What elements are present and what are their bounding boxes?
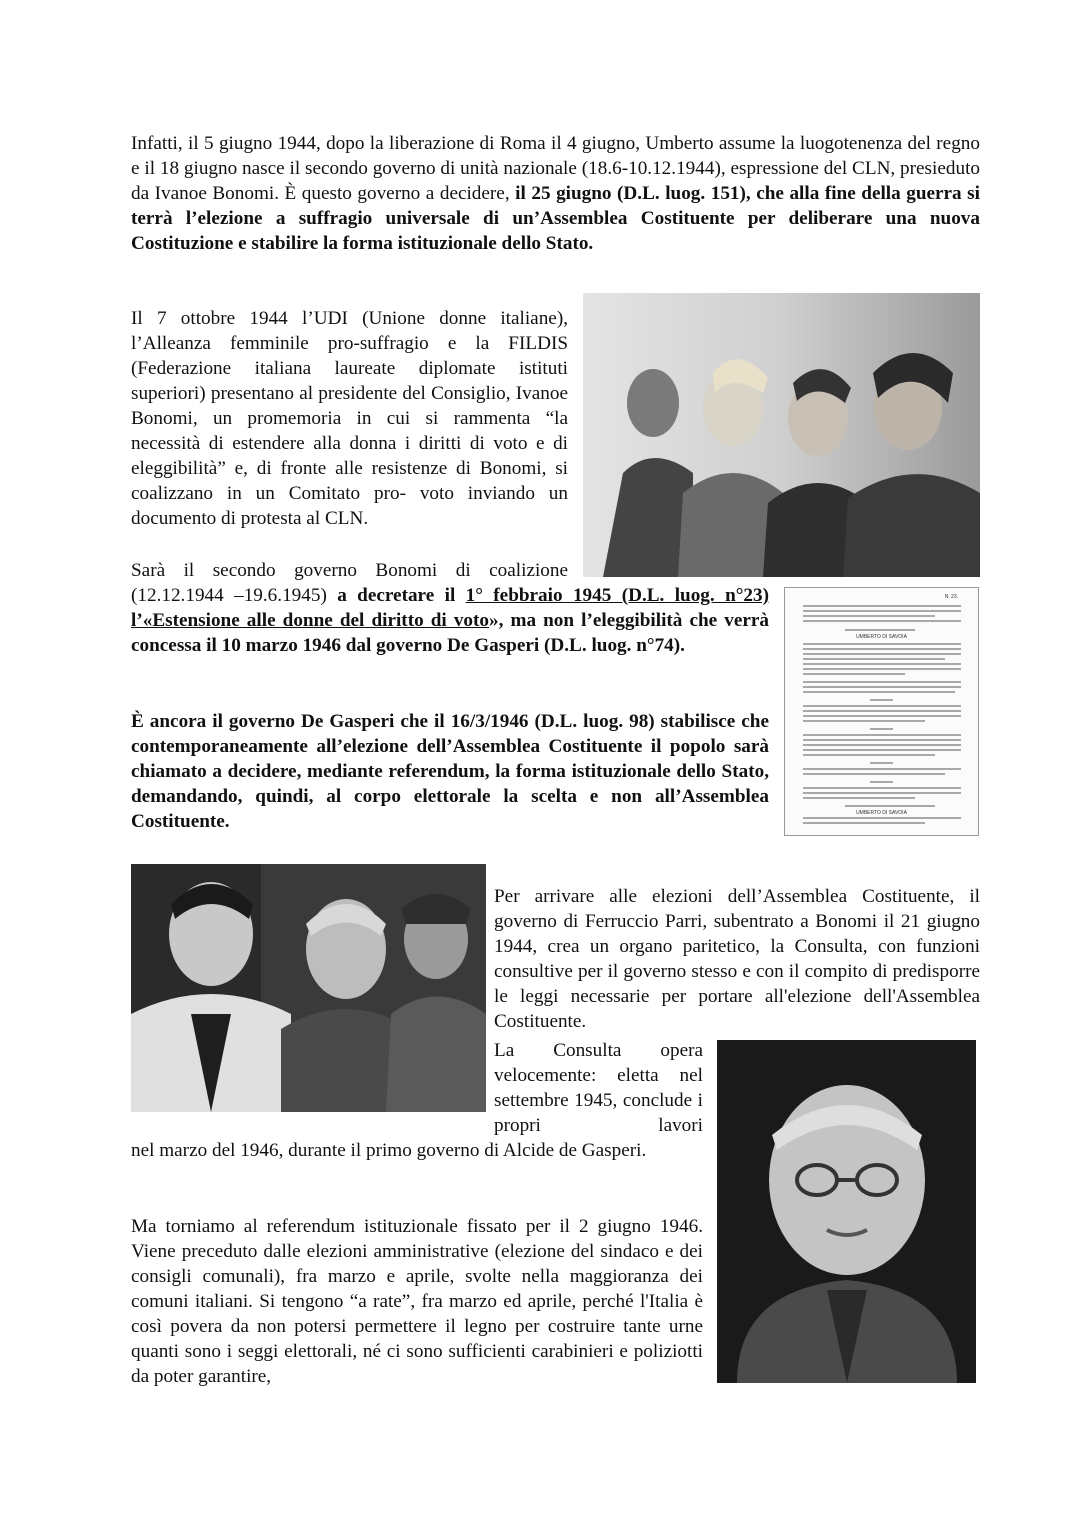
decree-document-image [784, 587, 979, 836]
paragraph-text: Il 7 ottobre 1944 l’UDI (Unione donne italiane), l’Alleanza femminile pro-suffragio e la FILDIS (Federazione italiana laureate diplomate istituti superiori) presentano al presidente del Consiglio, Ivanoe Bonomi, un promemoria in cui si rammenta “la necessità di estendere alla donna i diritti di voto e di eleggibilità” e, di fronte alle resistenze di Bonomi, si coalizzano in un Comitato pro- voto inviando un documento di protesta al CLN. [131, 308, 568, 529]
parri-photo [131, 864, 486, 1112]
paragraph-referendum-istituzionale [131, 1214, 703, 1389]
paragraph-text: Ma torniamo al referendum istituzionale fissato per il 2 giugno 1946. Viene preceduto dalle elezioni amministrative (elezione del sindaco e dei consigli comunali), fra marzo e aprile, svolte nella maggioranza dei comuni italiani. Si tengono “a rate”, fra marzo ed aprile, perché l'Italia è così povera da non potersi permettere il legno per costruire tante urne quanti sono i seggi elettorali, né ci sono sufficienti carabinieri e poliziotti da poter garantire, [131, 1216, 703, 1387]
paragraph-consulta [494, 884, 980, 1034]
paragraph-luogotenenza [131, 131, 980, 256]
bold-text: È ancora il governo De Gasperi che il 16/3/1946 (D.L. luog. 98) stabilisce che contemporaneamente all’elezione dell’Assemblea Costituente il popolo sarà chiamato a decidere, mediante referendum, la forma istituzionale dello Stato, demandando, quindi, al corpo elettorale la scelta e non all’Assemblea Costituente. [131, 711, 769, 832]
four-women-photo [583, 293, 980, 577]
de-gasperi-portrait [717, 1040, 976, 1383]
paragraph-text: Sarà il secondo governo Bonomi di coalizione [131, 560, 568, 581]
paragraph-text: nel marzo del 1946, durante il primo governo di Alcide de Gasperi. [131, 1140, 647, 1161]
bold-text: il 25 giugno (D.L. luog. 151), che alla fine della guerra si terrà l’elezione a suffragio universale di un’Assemblea Costituente per deliberare una nuova Costituzione e stabilire la forma istituzionale dello Stato. [131, 183, 980, 254]
paragraph-text: La Consulta opera velocemente: eletta nel settembre 1945, conclude i propri lavori [494, 1040, 703, 1136]
paragraph-text: Per arrivare alle elezioni dell’Assemblea Costituente, il governo di Ferruccio Parri, subentrato a Bonomi il 21 giugno 1944, crea un organo paritetico, la Consulta, con funzioni consultive per il governo stesso e con il compito di predisporre le leggi necessarie per portare all'elezione dell'Assemblea Costituente. [494, 886, 980, 1032]
paragraph-estensione-voto [131, 583, 769, 658]
paragraph-line-bonomi [131, 558, 568, 583]
paragraph-consulta-opera-end [131, 1138, 703, 1163]
decree-heading: UMBERTO DI SAVOIA [785, 634, 978, 640]
paragraph-text: (12.12.1944 –19.6.1945) [131, 585, 338, 606]
bold-text: a decretare il [337, 585, 466, 606]
paragraph-referendum-decree [131, 709, 769, 834]
paragraph-udi-promemoria [131, 306, 568, 531]
paragraph-text: Infatti, il 5 giugno 1944, dopo la liberazione di Roma il 4 giugno, Umberto assume la luogotenenza del regno e il 18 giugno nasce il secondo governo di unità nazionale (18.6-10.12.1944), espressione del CLN, presieduto da Ivanoe Bonomi. È questo governo a decidere, [131, 133, 980, 204]
decree-footer: UMBERTO DI SAVOIA [785, 810, 978, 816]
paragraph-consulta-opera [494, 1038, 703, 1138]
bold-text: », ma non l’eleggibilità che verrà concessa il 10 marzo 1946 dal governo De Gasperi (D.L. luog. n°74). [131, 610, 769, 656]
underlined-bold-text: 1° febbraio 1945 (D.L. luog. n°23) l’«Estensione alle donne del diritto di voto [131, 585, 769, 631]
decree-number: N. 23. [944, 594, 958, 600]
